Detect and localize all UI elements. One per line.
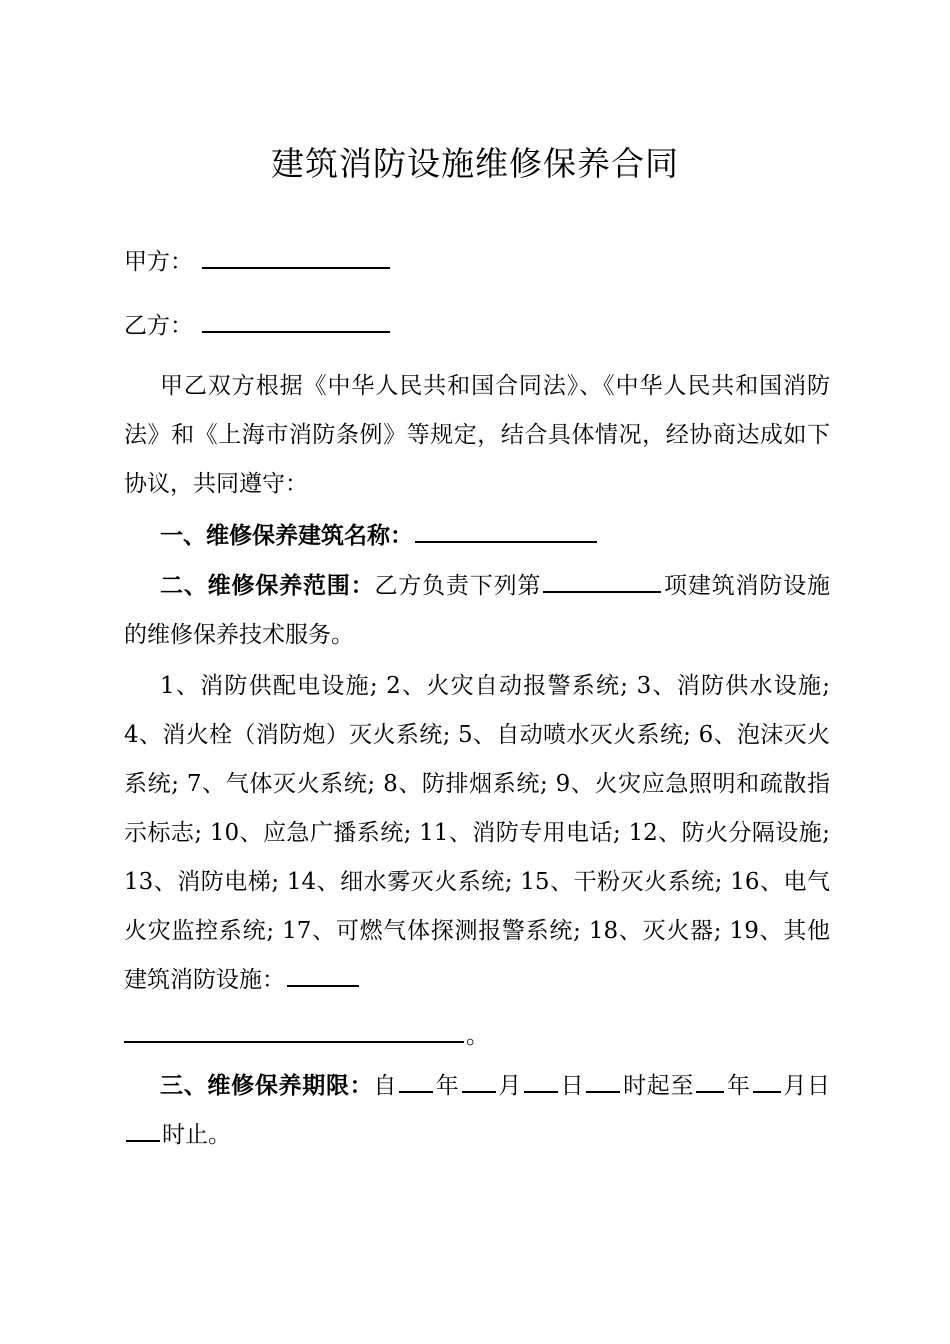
party-a-label: 甲方：	[124, 249, 193, 275]
start-hour-blank	[586, 1069, 620, 1093]
end-hour-blank	[126, 1118, 160, 1142]
facility-items-text: 1、消防供配电设施; 2、火灾自动报警系统; 3、消防供水设施; 4、消火栓（消防炮）灭火系统; 5、自动喷水灭火系统; 6、泡沫灭火系统; 7、气体灭火系统; 8、防排烟系统; 9、火灾应急照明和疏散指示标志; 10、应急广播系统; 11、消防专用电话; 12、防火分隔设施; 13、消防电梯; 14、细水雾灭火系统; 15、干粉灭火系统; 16、电气火灾监控系统; 17、可燃气体探测报警系统; 18、灭火器; 19、其他建筑消防设施：	[124, 673, 830, 993]
page-title: 建筑消防设施维修保养合同	[271, 144, 679, 183]
section-1	[124, 512, 830, 561]
party-b-label: 乙方：	[124, 313, 193, 339]
section-2	[124, 562, 830, 660]
day-label: 日	[559, 1073, 585, 1099]
other-facilities-blank	[287, 963, 359, 987]
end-year-blank	[696, 1069, 724, 1093]
end-month-blank	[753, 1069, 781, 1093]
end-month-label: 月	[782, 1073, 808, 1099]
end-year-label: 年	[726, 1073, 751, 1099]
start-day-blank	[524, 1069, 558, 1093]
end-day-label: 日	[807, 1073, 831, 1099]
building-name-blank	[415, 519, 597, 543]
facility-items-paragraph	[124, 662, 830, 1005]
party-a-blank	[202, 245, 390, 269]
month-label: 月	[497, 1073, 522, 1099]
end-mark: 。	[466, 1023, 489, 1049]
section-1-heading: 一、维修保养建筑名称：	[160, 523, 413, 549]
from-label: 自	[373, 1073, 398, 1099]
from-end-label: 时起至	[622, 1073, 695, 1099]
other-facilities-continued	[124, 1012, 830, 1061]
other-facilities-blank-2	[124, 1019, 464, 1043]
start-month-blank	[462, 1069, 496, 1093]
section-2-text-after: 项建筑消防设施的维修保养技术服务。	[124, 573, 831, 648]
item-numbers-blank	[543, 569, 661, 593]
intro-paragraph: 甲乙双方根据《中华人民共和国合同法》、《中华人民共和国消防法》和《上海市消防条例》等规定，结合具体情况，经协商达成如下协议，共同遵守：	[124, 373, 830, 497]
year-label: 年	[435, 1073, 460, 1099]
start-year-blank	[399, 1069, 433, 1093]
section-3	[124, 1062, 830, 1160]
party-a-line	[124, 238, 830, 287]
party-b-blank	[202, 309, 390, 333]
section-2-heading: 二、维修保养范围：	[160, 573, 375, 599]
to-end-label: 时止。	[162, 1122, 231, 1148]
party-b-line	[124, 302, 830, 351]
section-2-text-before: 乙方负责下列第	[374, 573, 542, 599]
section-3-heading: 三、维修保养期限：	[160, 1073, 374, 1099]
